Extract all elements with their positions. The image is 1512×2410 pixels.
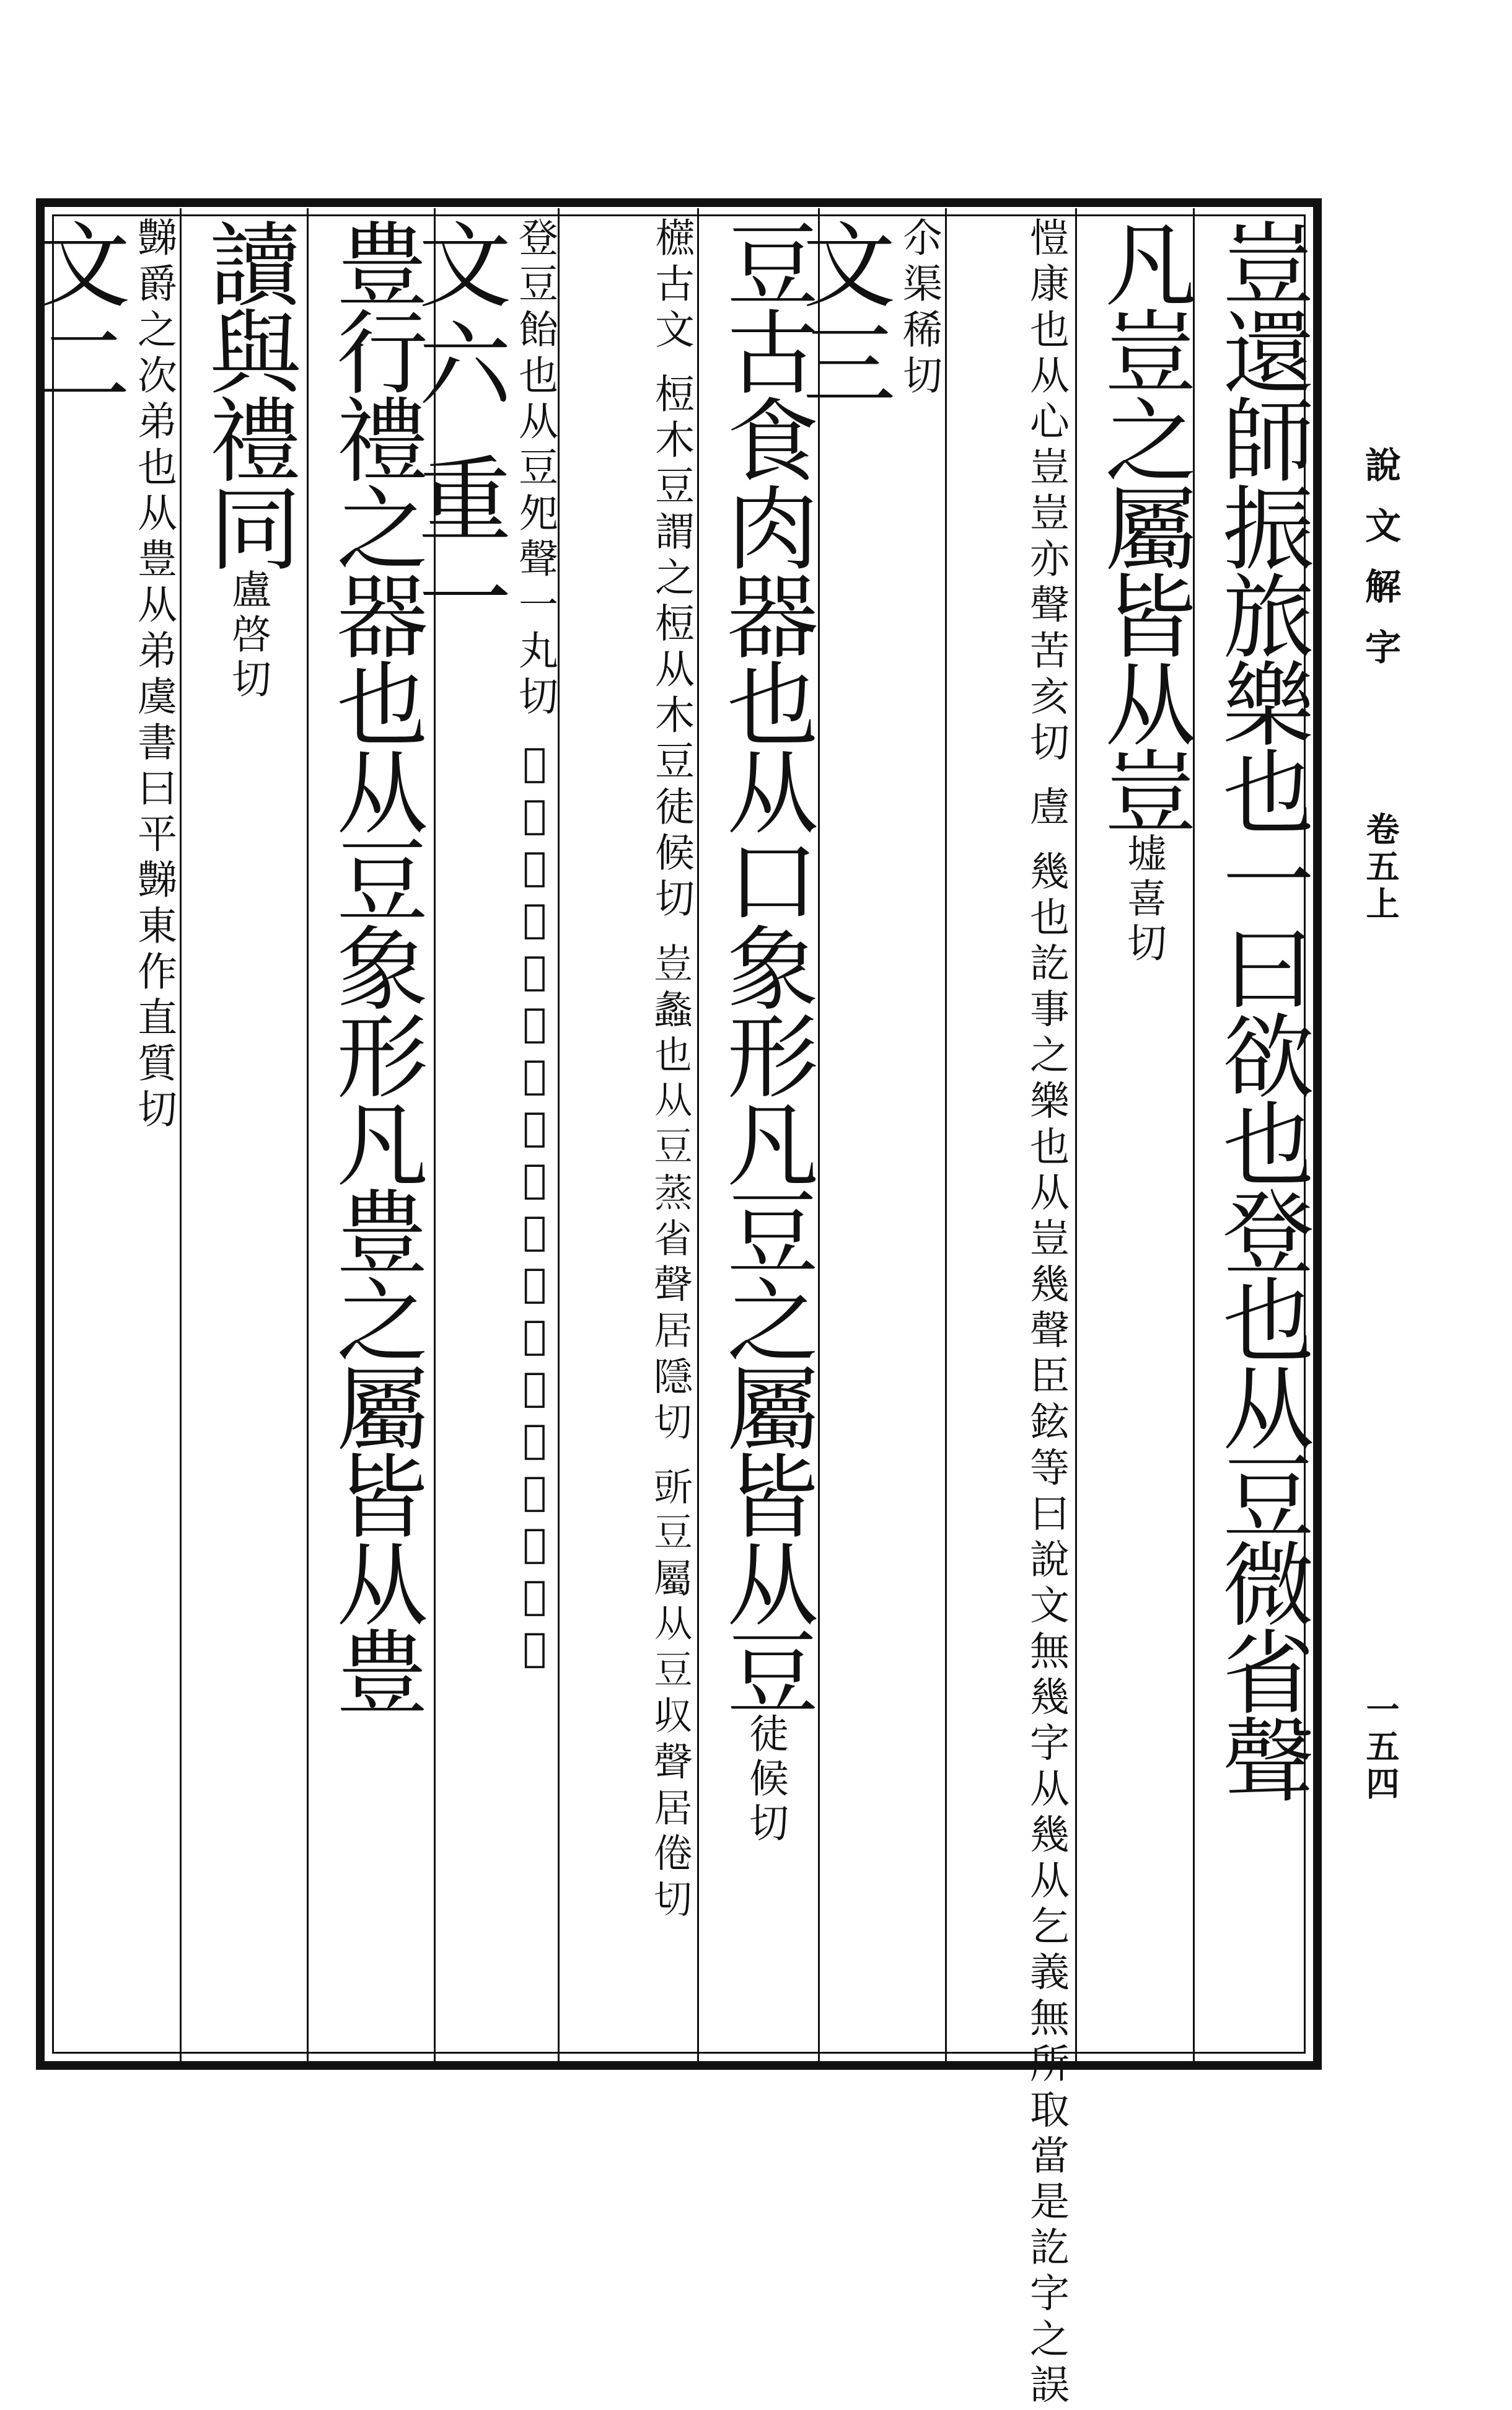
character-count: 文二 — [21, 217, 130, 415]
text-column-8: 豊行禮之器也从豆象形凡豊之屬皆从豊 — [322, 217, 428, 1713]
column-rule — [307, 208, 309, 2061]
page-number: 一五四 — [1361, 1692, 1400, 1803]
side-header-title: 說文解字 — [1359, 446, 1401, 689]
text-column-4: 尒渠稀切 文三 — [786, 217, 942, 415]
side-header-volume: 卷五上 — [1361, 812, 1400, 923]
text-column-1: 豈還師振旅樂也一曰欲也登也从豆微省聲 — [1208, 217, 1314, 1801]
text-column-7: 登豆飴也从豆夗聲一丸切 𧯟禮器也从廾持肉在豆上讀若鐙同都滕切 文六 重一 — [402, 217, 558, 1678]
text-column-10: 豑爵之次弟也从豊从弟虞書曰平豑東作直質切 文二 — [21, 217, 177, 1134]
character-count: 文六 重一 — [402, 217, 511, 649]
text-column-2: 凡豈之屬皆从豈墟喜切 — [1090, 217, 1197, 967]
text-column-6: 𣞢古文 梪木豆謂之梪从木豆徒候切 𧯛蠡也从豆蒸省聲居隱切 𧯞豆屬从豆𠬞聲居倦切 — [648, 217, 694, 1925]
text-column-3: 愷康也从心豈豈亦聲苦亥切 䖒 幾也訖事之樂也从豈幾聲臣鉉等曰說文無幾字从幾从乞義無所取當是訖字之誤 — [1023, 217, 1069, 2410]
column-rule — [558, 208, 560, 2061]
column-rule — [945, 208, 947, 2061]
reading-note: 墟喜切 — [1120, 833, 1166, 967]
column-rule — [697, 208, 699, 2061]
column-rule — [1075, 208, 1077, 2061]
column-rule — [180, 208, 182, 2061]
reading-note: 徒候切 — [742, 1713, 788, 1847]
text-column-9: 讀與禮同盧啓切 — [195, 217, 301, 703]
character-count: 文三 — [786, 217, 895, 415]
text-column-5: 豆古食肉器也从口象形凡豆之屬皆从豆徒候切 — [712, 217, 819, 1847]
reading-note: 盧啓切 — [225, 569, 271, 703]
